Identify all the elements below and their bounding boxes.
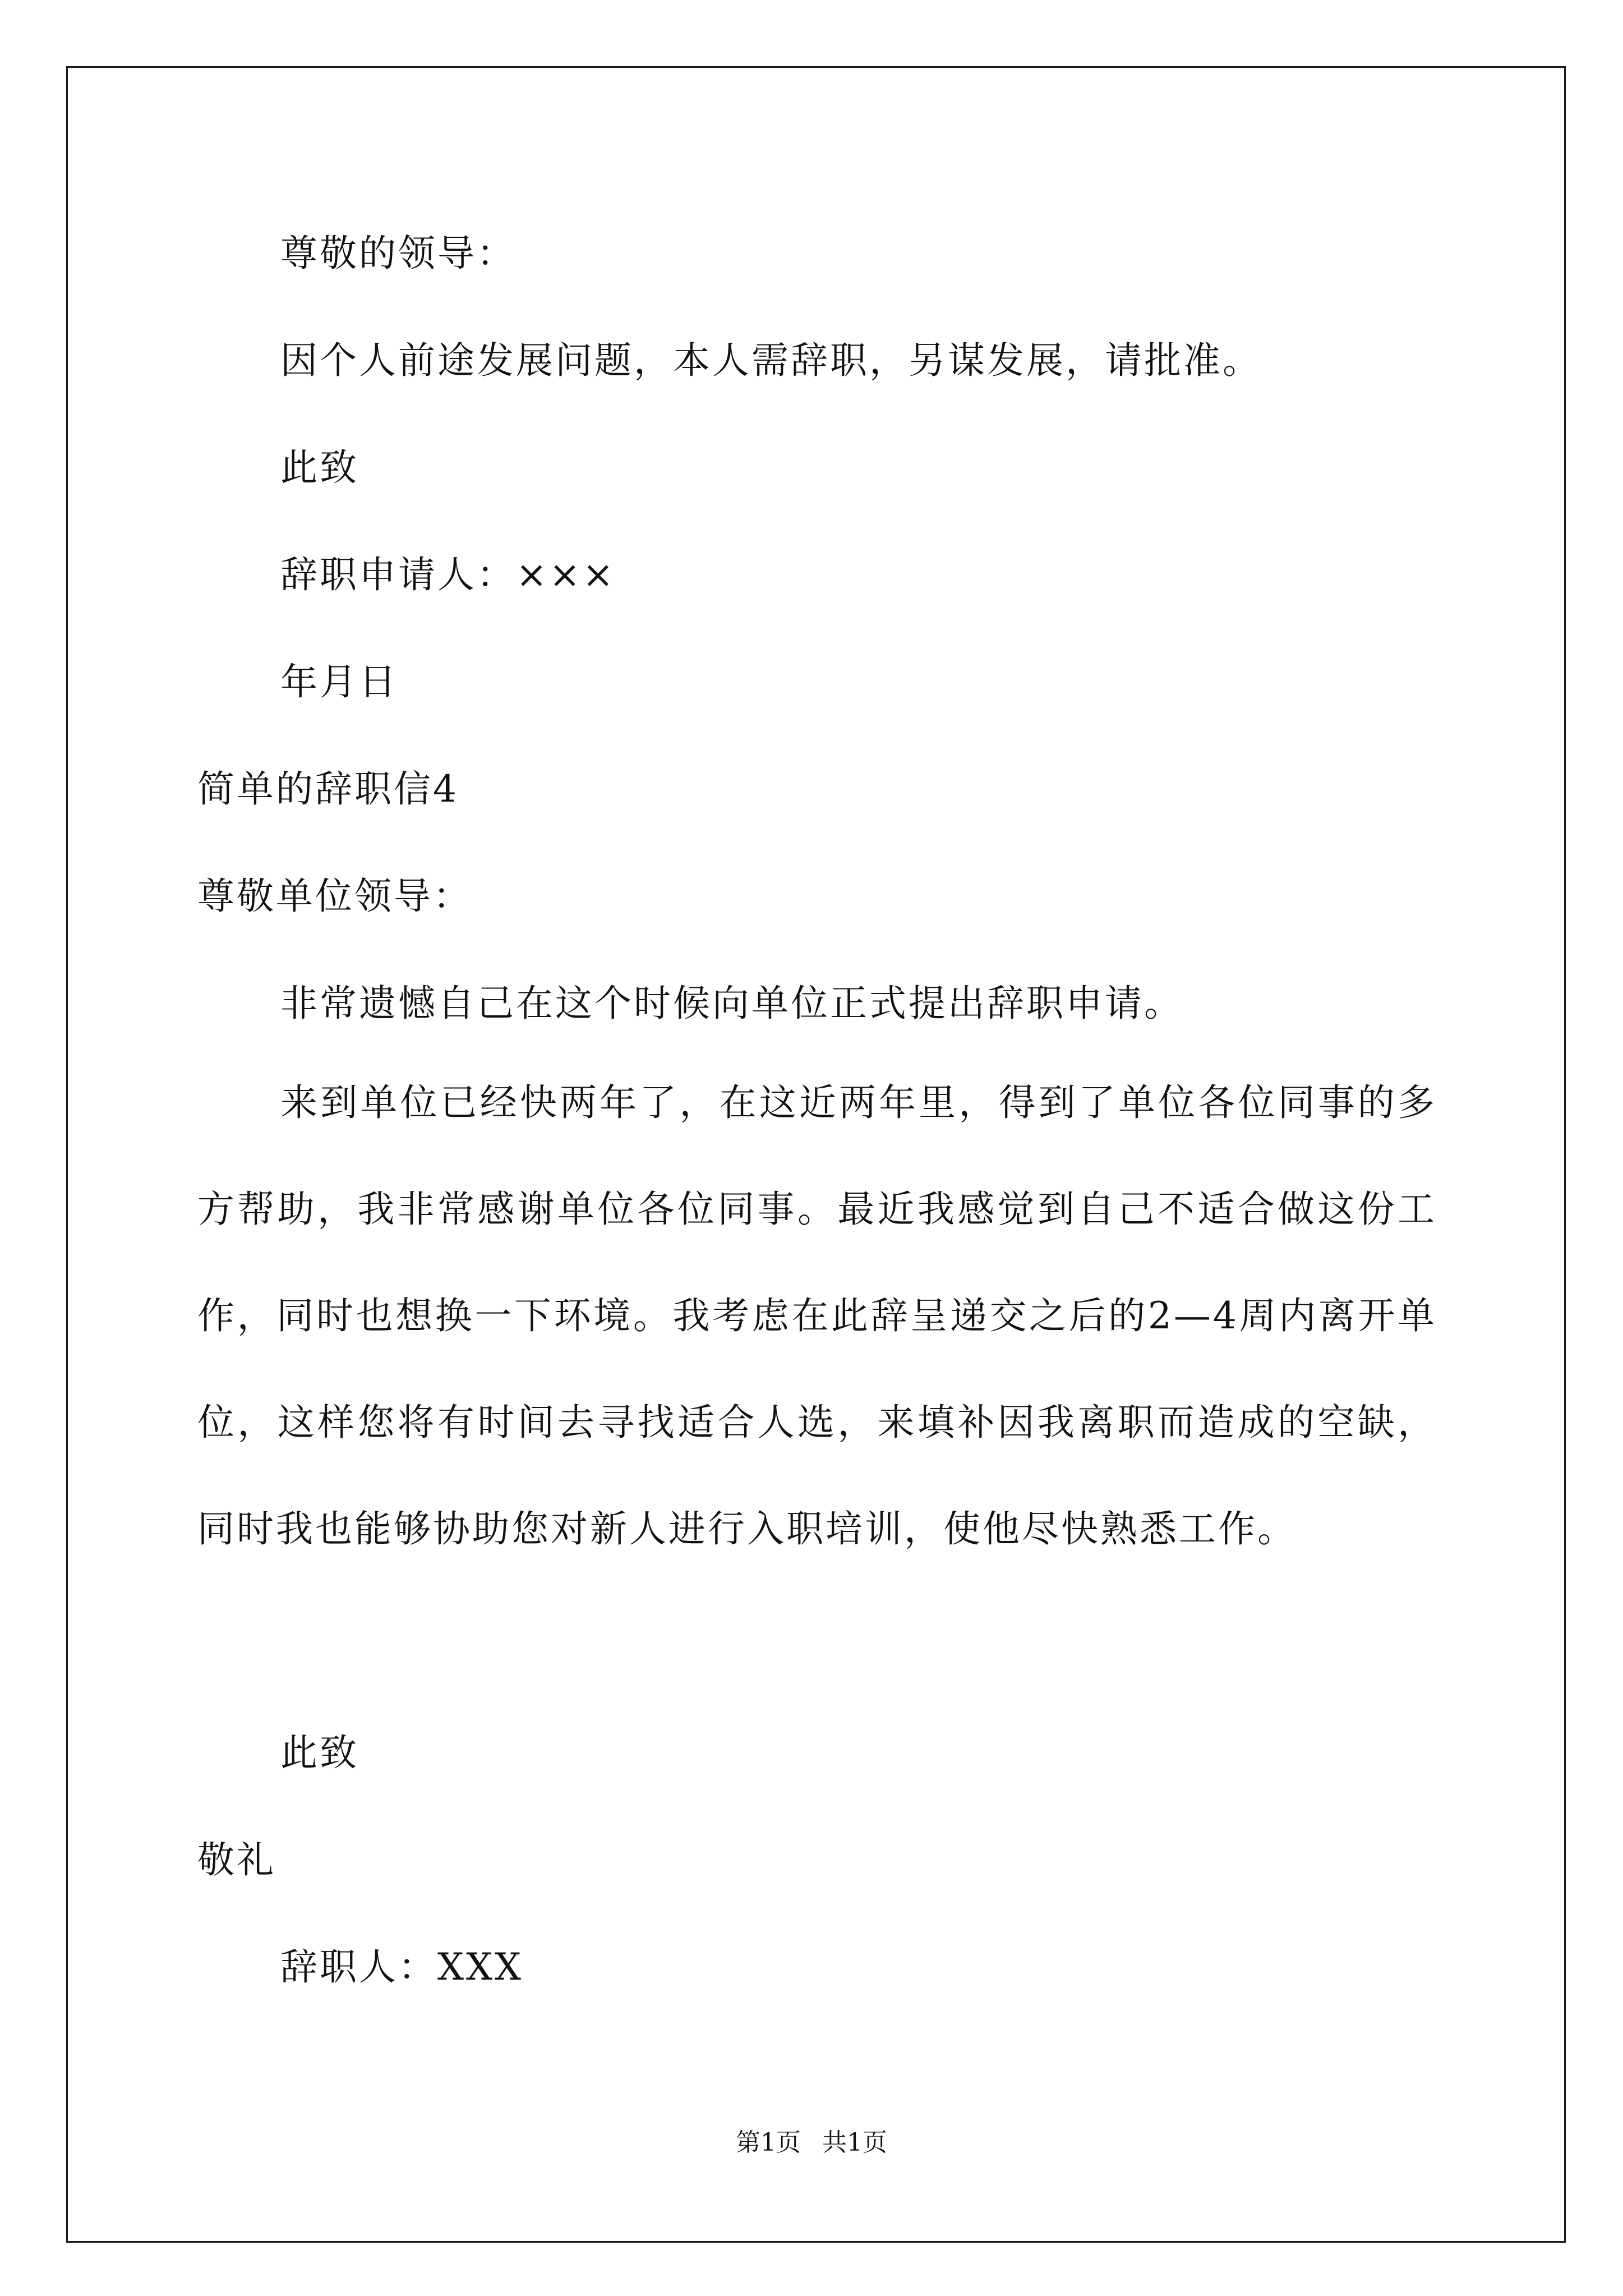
page-total: 共1页	[822, 2128, 887, 2157]
date: 年月日	[280, 660, 398, 703]
salutation: 尊敬单位领导：	[197, 875, 472, 918]
signature: 辞职人：XXX	[280, 1945, 523, 1989]
closing: 此致	[280, 1731, 359, 1774]
regards: 敬礼	[197, 1838, 276, 1881]
section-heading: 简单的辞职信4	[197, 767, 459, 811]
intro-paragraph: 非常遗憾自己在这个时候向单位正式提出辞职申请。	[280, 982, 1183, 1025]
page-number: 第1页	[736, 2128, 801, 2157]
closing: 此致	[280, 446, 359, 489]
body-paragraph: 来到单位已经快两年了，在这近两年里，得到了单位各位同事的多方帮助，我非常感谢单位各位同事。最近我感觉到自己不适合做这份工作，同时也想换一下环境。我考虑在此辞呈递交之后的2—4周内离开单位，这样您将有时间去寻找适合人选，来填补因我离职而造成的空缺，同时我也能够协助您对新人进行入职培训，使他尽快熟悉工作。	[197, 1081, 1437, 1550]
page-footer	[0, 2126, 1623, 2160]
body-paragraph: 因个人前途发展问题，本人需辞职，另谋发展，请批准。	[280, 339, 1262, 382]
signature: 辞职申请人：×××	[280, 553, 616, 596]
salutation: 尊敬的领导：	[280, 232, 516, 275]
